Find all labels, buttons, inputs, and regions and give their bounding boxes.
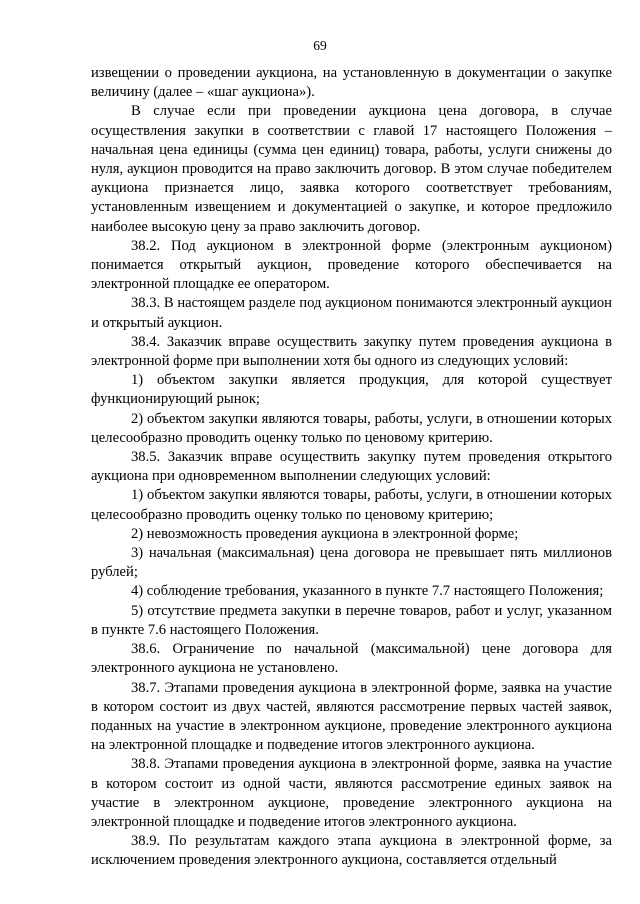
paragraph-38-6: 38.6. Ограничение по начальной (максимальной) цене договора для электронного аукциона не установлено. [91,641,612,677]
paragraph-38-8: 38.8. Этапами проведения аукциона в электронной форме, заявка на участие в котором состоит из одной части, являются рассмотрение единых заявок на участие в электронном аукционе, проведение электронного аукциона на электронной площадке и подведение итогов электронного аукциона. [91,756,612,830]
page-number: 69 [313,38,327,53]
paragraph-38-3: 38.3. В настоящем разделе под аукционом понимаются электронный аукцион и открытый аукцион. [91,295,612,331]
paragraph-38-9: 38.9. По результатам каждого этапа аукциона в электронной форме, за исключением проведения электронного аукциона, составляется отдельный [91,833,612,869]
list-item-38-5-5: 5) отсутствие предмета закупки в перечне товаров, работ и услуг, указанном в пункте 7.6 настоящего Положения. [91,602,612,638]
paragraph-38-2: 38.2. Под аукционом в электронной форме (электронным аукционом) понимается открытый аукцион, проведение которого обеспечивается на электронной площадке ее оператором. [91,237,612,293]
list-item-38-5-1: 1) объектом закупки являются товары, работы, услуги, в отношении которых целесообразно проводить оценку только по ценовому критерию; [91,487,612,523]
list-item-38-4-1: 1) объектом закупки является продукция, для которой существует функционирующий рынок; [91,372,612,408]
list-item-38-5-3: 3) начальная (максимальная) цена договора не превышает пять миллионов рублей; [91,545,612,581]
list-item-38-5-2: 2) невозможность проведения аукциона в электронной форме; [131,525,519,542]
list-item-38-4-2: 2) объектом закупки являются товары, работы, услуги, в отношении которых целесообразно проводить оценку только по ценовому критерию. [91,410,612,446]
paragraph-38-4: 38.4. Заказчик вправе осуществить закупку путем проведения аукциона в электронной форме при выполнении хотя бы одного из следующих условий: [91,333,612,370]
paragraph-38-5: 38.5. Заказчик вправе осуществить закупку путем проведения открытого аукциона при одновременном выполнении следующих условий: [91,449,612,485]
document-body [91,64,612,871]
paragraph-38-7: 38.7. Этапами проведения аукциона в электронной форме, заявка на участие в котором состоит из двух частей, являются рассмотрение первых частей заявок, поданных на участие в электронном аукционе, проведение электронного аукциона на электронной площадке и подведение итогов электронного аукциона. [91,679,612,754]
paragraph-zero-price: В случае если при проведении аукциона цена договора, в случае осуществления закупки в соответствии с главой 17 настоящего Положения – начальная цена единицы (сумма цен единиц) товара, работы, услуги снижены до нуля, аукцион проводится на право заключить договор. В этом случае победителем аукциона признается лицо, заявка которого соответствует требованиям, установленным извещением и документацией о закупке, и которое предложило наиболее высокую цену за право заключить договор. [91,103,612,235]
paragraph-continuation: извещении о проведении аукциона, на установленную в документации о закупке величину (далее – «шаг аукциона»). [91,65,612,101]
list-item-38-5-4: 4) соблюдение требования, указанного в пункте 7.7 настоящего Положения; [131,583,604,600]
